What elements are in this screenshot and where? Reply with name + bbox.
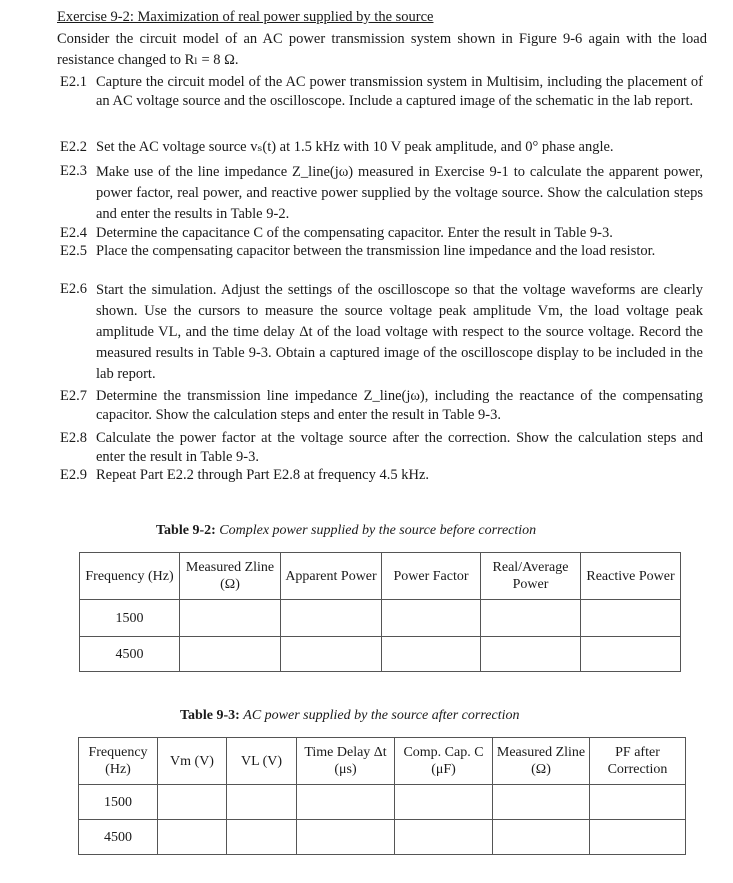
value-cell[interactable] <box>297 785 395 820</box>
table-9-3-caption-text: AC power supplied by the source after correction <box>243 708 520 723</box>
item-text: Start the simulation. Adjust the settings of the oscilloscope so that the voltage waveforms are clearly shown. Use the cursors to measure the source voltage peak amplitude Vm, the load voltage peak amplitude VL, and the time delay Δt of the load voltage with respect to the source voltage. Record the measured results in Table 9-3. Obtain a captured image of the oscilloscope display to be included in the lab report. <box>96 282 703 382</box>
value-cell[interactable] <box>395 785 493 820</box>
header-cell: Vm (V) <box>158 738 227 785</box>
header-cell: PF after Correction <box>590 738 686 785</box>
value-cell[interactable] <box>281 600 382 637</box>
value-cell[interactable] <box>297 820 395 855</box>
value-cell[interactable] <box>581 637 681 672</box>
header-cell: Power Factor <box>382 553 481 600</box>
table-9-3 <box>78 737 686 855</box>
header-cell: Measured Zline (Ω) <box>493 738 590 785</box>
frequency-cell: 4500 <box>79 820 158 855</box>
table-header-row <box>80 553 681 600</box>
value-cell[interactable] <box>158 820 227 855</box>
frequency-cell: 1500 <box>79 785 158 820</box>
item-text: Place the compensating capacitor between the transmission line impedance and the load resistor. <box>96 243 656 259</box>
table-row <box>80 637 681 672</box>
value-cell[interactable] <box>581 600 681 637</box>
item-code: E2.6 <box>60 281 87 297</box>
item-text: Determine the transmission line impedance Z_line(jω), including the reactance of the compensating capacitor. Show the calculation steps and enter the result in Table 9-3. <box>96 388 703 423</box>
table-9-3-caption <box>180 708 519 724</box>
table-row <box>79 785 686 820</box>
frequency-cell: 4500 <box>80 637 180 672</box>
table-header-row <box>79 738 686 785</box>
value-cell[interactable] <box>481 600 581 637</box>
item-code: E2.4 <box>60 225 87 241</box>
header-cell: VL (V) <box>227 738 297 785</box>
item-code: E2.2 <box>60 139 87 155</box>
frequency-cell: 1500 <box>80 600 180 637</box>
header-cell: Measured Zline (Ω) <box>180 553 281 600</box>
item-text: Set the AC voltage source vₛ(t) at 1.5 kHz with 10 V peak amplitude, and 0° phase angle. <box>96 139 614 155</box>
value-cell[interactable] <box>493 785 590 820</box>
header-cell: Frequency (Hz) <box>79 738 158 785</box>
table-row <box>80 600 681 637</box>
table-9-3-caption-label: Table 9-3: <box>180 708 240 723</box>
value-cell[interactable] <box>395 820 493 855</box>
table-9-2-caption-text: Complex power supplied by the source before correction <box>219 523 537 538</box>
header-cell: Comp. Cap. C (μF) <box>395 738 493 785</box>
value-cell[interactable] <box>227 785 297 820</box>
item-code: E2.9 <box>60 467 87 483</box>
header-cell: Real/Average Power <box>481 553 581 600</box>
item-code: E2.1 <box>60 74 87 90</box>
table-9-2-caption <box>156 523 536 539</box>
item-text: Capture the circuit model of the AC power transmission system in Multisim, including the placement of an AC voltage source and the oscilloscope. Include a captured image of the schematic in the lab report. <box>96 74 703 109</box>
value-cell[interactable] <box>590 785 686 820</box>
item-text: Repeat Part E2.2 through Part E2.8 at frequency 4.5 kHz. <box>96 467 430 483</box>
table-9-2-caption-label: Table 9-2: <box>156 523 216 538</box>
value-cell[interactable] <box>281 637 382 672</box>
exercise-title: Exercise 9-2: Maximization of real power supplied by the source <box>57 9 434 25</box>
item-text: Calculate the power factor at the voltage source after the correction. Show the calculation steps and enter the result in Table 9-3. <box>96 430 703 465</box>
item-code: E2.7 <box>60 388 87 404</box>
value-cell[interactable] <box>590 820 686 855</box>
table-row <box>79 820 686 855</box>
item-code: E2.8 <box>60 430 87 446</box>
header-cell: Frequency (Hz) <box>80 553 180 600</box>
value-cell[interactable] <box>227 820 297 855</box>
header-cell: Apparent Power <box>281 553 382 600</box>
value-cell[interactable] <box>180 637 281 672</box>
value-cell[interactable] <box>382 600 481 637</box>
value-cell[interactable] <box>158 785 227 820</box>
table-9-2 <box>79 552 681 672</box>
exercise-intro: Consider the circuit model of an AC power transmission system shown in Figure 9-6 again with the load resistance changed to Rₗ = 8 Ω. <box>57 31 707 68</box>
value-cell[interactable] <box>180 600 281 637</box>
item-code: E2.3 <box>60 163 87 179</box>
item-code: E2.5 <box>60 243 87 259</box>
value-cell[interactable] <box>382 637 481 672</box>
header-cell: Reactive Power <box>581 553 681 600</box>
item-text: Determine the capacitance C of the compensating capacitor. Enter the result in Table 9-3. <box>96 225 613 241</box>
value-cell[interactable] <box>493 820 590 855</box>
value-cell[interactable] <box>481 637 581 672</box>
header-cell: Time Delay Δt (μs) <box>297 738 395 785</box>
item-text: Make use of the line impedance Z_line(jω) measured in Exercise 9-1 to calculate the apparent power, power factor, real power, and reactive power supplied by the voltage source. Show the calculation steps and enter the results in Table 9-2. <box>96 164 703 222</box>
